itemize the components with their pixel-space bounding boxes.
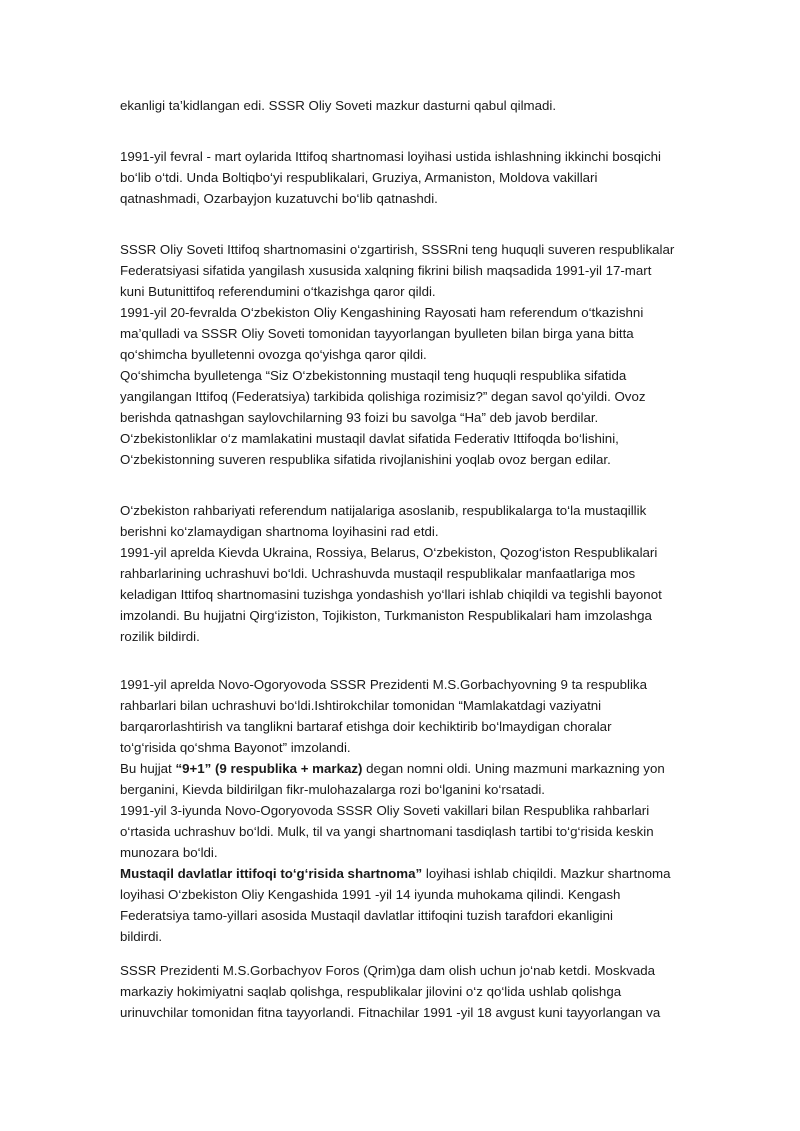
text-line: O‘zbekistonliklar o‘z mamlakatini mustaqil davlat sifatida Federativ Ittifoqda bo‘lishini, <box>120 431 619 446</box>
paragraph-2 <box>120 146 690 209</box>
text-line: o‘rtasida uchrashuv bo‘ldi. Mulk, til va yangi shartnomani tasdiqlash tartibi to‘g‘risida keskin <box>120 824 654 839</box>
text-line: berishda qatnashgan saylovchilarning 93 foizi bu savolga “Ha” deb javob berdilar. <box>120 410 599 425</box>
paragraph-5 <box>120 674 690 947</box>
text-run: loyihasi ishlab chiqildi. Mazkur shartnoma <box>422 866 671 881</box>
paragraph-6 <box>120 960 690 1023</box>
text-line: qatnashmadi, Ozarbayjon kuzatuvchi bo‘lib qatnashdi. <box>120 191 438 206</box>
bold-term-treaty: Mustaqil davlatlar ittifoqi to‘g‘risida shartnoma” <box>120 866 423 881</box>
text-line: SSSR Prezidenti M.S.Gorbachyov Foros (Qrim)ga dam olish uchun jo‘nab ketdi. Moskvada <box>120 963 656 978</box>
text-line: qo‘shimcha byulletenni ovozga qo‘yishga qaror qildi. <box>120 347 427 362</box>
text-line: 1991-yil 20-fevralda O‘zbekiston Oliy Kengashining Rayosati ham referendum o‘tkazishni <box>120 305 644 320</box>
text-line: rozilik bildirdi. <box>120 629 200 644</box>
text-run: Bu hujjat <box>120 761 176 776</box>
text-line <box>120 758 690 779</box>
text-line: rahbarlari bilan uchrashuvi bo‘ldi.Ishtirokchilar tomonidan “Mamlakatdagi vaziyatni <box>120 698 602 713</box>
paragraph-4 <box>120 500 690 647</box>
text-line: yangilangan Ittifoq (Federatsiya) tarkibida qolishiga rozimisiz?” degan savol qo‘yildi. Ovoz <box>120 389 646 404</box>
text-line: Qo‘shimcha byulletenga “Siz O‘zbekistonning mustaqil teng huquqli respublika sifatida <box>120 368 627 383</box>
text-line: ma’qulladi va SSSR Oliy Soveti tomonidan tayyorlangan byulleten bilan birga yana bitta <box>120 326 634 341</box>
text-line: kuni Butunittifoq referendumini o‘tkazishga qaror qildi. <box>120 284 436 299</box>
text-line: berganini, Kievda bildirilgan fikr-mulohazalarga rozi bo‘lganini ko‘rsatadi. <box>120 782 545 797</box>
text-line: O‘zbekistonning suveren respublika sifatida rivojlanishini yoqlab ovoz bergan edilar. <box>120 452 611 467</box>
text-line: 1991-yil 3-iyunda Novo-Ogoryovoda SSSR Oliy Soveti vakillari bilan Respublika rahbarlari <box>120 803 650 818</box>
text-line: loyihasi O‘zbekiston Oliy Kengashida 1991 -yil 14 iyunda muhokama qilindi. Kengash <box>120 887 621 902</box>
text-line: 1991-yil fevral - mart oylarida Ittifoq shartnomasi loyihasi ustida ishlashning ikkinchi bosqichi <box>120 149 661 164</box>
text-line: Federatsiya tamo-yillari asosida Mustaqil davlatlar ittifoqini tuzish tarafdori ekanligini <box>120 908 613 923</box>
text-line: bildirdi. <box>120 929 163 944</box>
text-line: Federatsiyasi sifatida yangilash xususida xalqning fikrini bilish maqsadida 1991-yil 17-mart <box>120 263 652 278</box>
text-line: markaziy hokimiyatni saqlab qolishga, respublikalar jilovini o‘z qo‘lida ushlab qolishga <box>120 984 622 999</box>
bold-term-9plus1: “9+1” (9 respublika + markaz) <box>175 761 363 776</box>
paragraph-3 <box>120 239 690 470</box>
text-line: munozara bo‘ldi. <box>120 845 218 860</box>
text-line: 1991-yil aprelda Kievda Ukraina, Rossiya, Belarus, O‘zbekiston, Qozog‘iston Respublikalari <box>120 545 658 560</box>
text-line: rahbarlarining uchrashuvi bo‘ldi. Uchrashuvda mustaqil respublikalar manfaatlariga mos <box>120 566 636 581</box>
text-line: bo‘lib o‘tdi. Unda Boltiqbo‘yi respublikalari, Gruziya, Armaniston, Moldova vakillari <box>120 170 598 185</box>
text-line: 1991-yil aprelda Novo-Ogoryovoda SSSR Prezidenti M.S.Gorbachyovning 9 ta respublika <box>120 677 647 692</box>
text-line: barqarorlashtirish va tanglikni bartaraf etishga doir kechiktirib bo‘lmaydigan choralar <box>120 719 612 734</box>
text-line: imzolandi. Bu hujjatni Qirg‘iziston, Tojikiston, Turkmaniston Respublikalari ham imzolashga <box>120 608 652 623</box>
text-line: to‘g‘risida qo‘shma Bayonot” imzolandi. <box>120 740 351 755</box>
text-line: keladigan Ittifoq shartnomasini tuzishga yondashish yo‘llari ishlab chiqildi va tegishli bayonot <box>120 587 662 602</box>
text-run: degan nomni oldi. Uning mazmuni markazning yon <box>362 761 665 776</box>
text-line: berishni ko‘zlamaydigan shartnoma loyihasini rad etdi. <box>120 524 439 539</box>
text-line: urinuvchilar tomonidan fitna tayyorlandi. Fitnachilar 1991 -yil 18 avgust kuni tayyorlangan va <box>120 1005 661 1020</box>
text-line: ekanligi ta’kidlangan edi. SSSR Oliy Soveti mazkur dasturni qabul qilmadi. <box>120 98 557 113</box>
paragraph-1 <box>120 95 690 116</box>
text-line: SSSR Oliy Soveti Ittifoq shartnomasini o‘zgartirish, SSSRni teng huquqli suveren respublikalar <box>120 242 675 257</box>
document-page <box>120 95 690 1023</box>
text-line <box>120 863 690 884</box>
text-line: O‘zbekiston rahbariyati referendum natijalariga asoslanib, respublikalarga to‘la mustaqillik <box>120 503 647 518</box>
